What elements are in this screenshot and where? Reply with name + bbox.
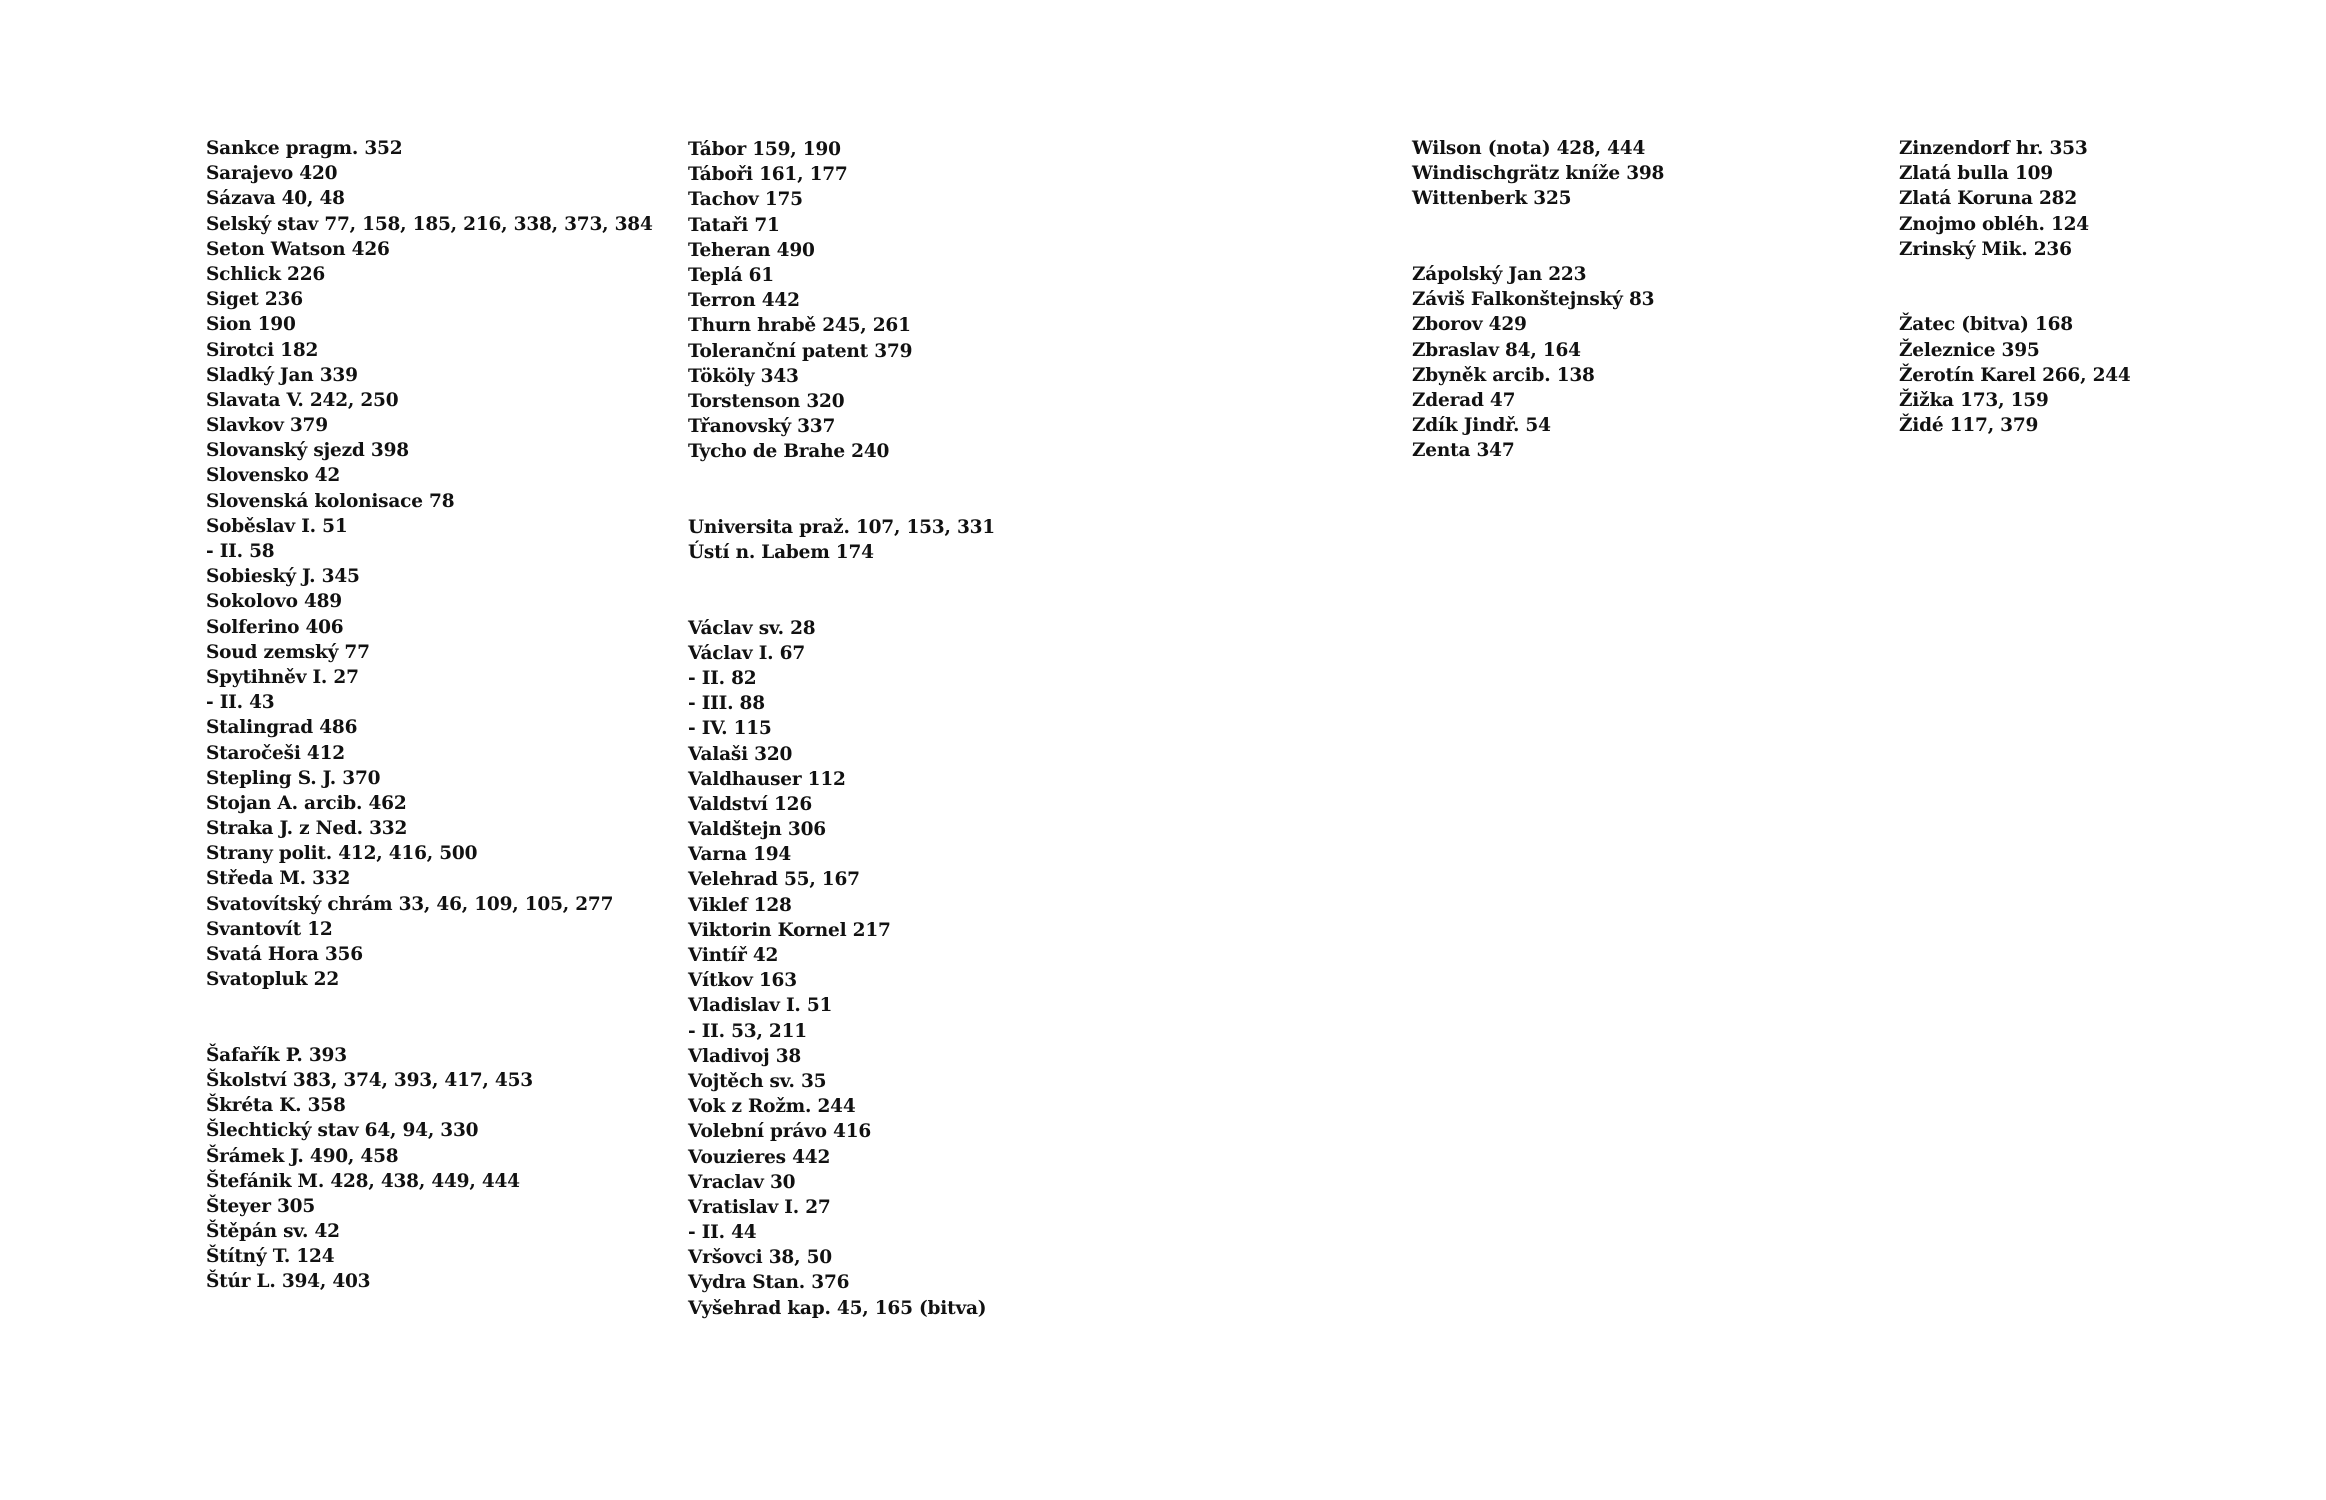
- index-entry: Znojmo obléh. 124: [1899, 213, 2089, 235]
- index-entry: Spytihněv I. 27: [206, 666, 359, 688]
- index-entry: Sokolovo 489: [206, 591, 342, 613]
- index-entry: Sion 190: [206, 314, 296, 336]
- index-entry: Seton Watson 426: [206, 238, 390, 260]
- index-entry: Universita praž. 107, 153, 331: [688, 516, 995, 538]
- index-entry: Sázava 40, 48: [206, 188, 345, 210]
- index-entry: Třanovský 337: [688, 416, 836, 438]
- index-entry: Žatec (bitva) 168: [1899, 314, 2073, 336]
- index-gap: [688, 490, 1148, 515]
- index-entry: Straka J. z Ned. 332: [206, 818, 408, 840]
- index-entry: Viklef 128: [688, 894, 792, 916]
- index-entry: Viktorin Kornel 217: [688, 919, 891, 941]
- index-entry: Stepling S. J. 370: [206, 767, 381, 789]
- index-entry: Zbyněk arcib. 138: [1412, 364, 1595, 386]
- index-entry: Soud zemský 77: [206, 641, 370, 663]
- index-gap: [1412, 237, 1872, 262]
- index-entry: Zlatá bulla 109: [1899, 163, 2053, 185]
- index-entry: Vouzieres 442: [688, 1146, 831, 1168]
- index-entry: Tábor 159, 190: [688, 139, 841, 160]
- index-entry: Wittenberk 325: [1412, 188, 1572, 210]
- index-gap: [206, 992, 666, 1017]
- index-entry: Slovanský sjezd 398: [206, 440, 409, 462]
- index-entry: Slovensko 42: [206, 465, 341, 487]
- index-entry: Teheran 490: [688, 239, 815, 261]
- index-entry: Zrinský Mik. 236: [1899, 238, 2072, 260]
- index-entry: Svatá Hora 356: [206, 944, 363, 965]
- index-entry: Valdství 126: [688, 793, 813, 815]
- index-column-1: [206, 136, 666, 1295]
- index-entry: - III. 88: [688, 693, 765, 715]
- index-entry: Vraclav 30: [688, 1171, 796, 1193]
- index-entry: Stalingrad 486: [206, 717, 358, 739]
- index-entry: Valaši 320: [688, 743, 793, 765]
- index-gap: [688, 590, 1148, 615]
- index-entry: Štítný T. 124: [206, 1246, 335, 1268]
- index-entry: Školství 383, 374, 393, 417, 453: [206, 1069, 533, 1091]
- index-entry: Vršovci 38, 50: [688, 1247, 832, 1269]
- index-entry: Vítkov 163: [688, 970, 797, 992]
- index-entry: Tachov 175: [688, 189, 803, 211]
- index-entry: Sladký Jan 339: [206, 364, 358, 386]
- index-entry: Toleranční patent 379: [688, 340, 913, 362]
- index-entry: Sobieský J. 345: [206, 566, 360, 588]
- index-entry: Šteyer 305: [206, 1195, 316, 1217]
- index-entry: Thurn hrabě 245, 261: [688, 315, 911, 337]
- index-entry: Táboři 161, 177: [688, 164, 848, 186]
- index-entry: Zenta 347: [1412, 440, 1515, 462]
- index-entry: Vyšehrad kap. 45, 165 (bitva): [688, 1297, 987, 1319]
- index-gap: [206, 1018, 666, 1043]
- index-entry: Tycho de Brahe 240: [688, 441, 890, 463]
- index-entry: Václav I. 67: [688, 642, 805, 664]
- index-entry: Windischgrätz kníže 398: [1412, 163, 1665, 185]
- index-entry: Sirotci 182: [206, 339, 319, 361]
- index-entry: Slavata V. 242, 250: [206, 389, 399, 411]
- index-entry: Svantovít 12: [206, 918, 333, 940]
- index-entry: Šlechtický stav 64, 94, 330: [206, 1120, 479, 1142]
- index-entry: Žerotín Karel 266, 244: [1899, 364, 2131, 386]
- index-entry: Štúr L. 394, 403: [206, 1271, 371, 1293]
- index-entry: Sankce pragm. 352: [206, 138, 403, 159]
- index-entry: - II. 43: [206, 692, 275, 714]
- index-entry: Slavkov 379: [206, 415, 328, 437]
- index-entry: Teplá 61: [688, 264, 774, 286]
- index-entry: Svatopluk 22: [206, 969, 339, 991]
- index-entry: Zápolský Jan 223: [1412, 263, 1587, 285]
- index-column-2: [688, 137, 1148, 1321]
- index-entry: Slovenská kolonisace 78: [206, 490, 455, 512]
- index-entry: Vok z Rožm. 244: [688, 1096, 856, 1118]
- index-entry: Záviš Falkonštejnský 83: [1412, 289, 1655, 311]
- index-entry: Zinzendorf hr. 353: [1899, 138, 2088, 159]
- index-entry: Stojan A. arcib. 462: [206, 792, 407, 814]
- index-entry: Vintíř 42: [688, 945, 779, 966]
- index-entry: Zbraslav 84, 164: [1412, 339, 1581, 361]
- index-entry: - II. 53, 211: [688, 1020, 807, 1042]
- index-entry: Schlick 226: [206, 263, 326, 285]
- index-entry: Vladislav I. 51: [688, 995, 833, 1017]
- index-entry: Štefánik M. 428, 438, 449, 444: [206, 1170, 520, 1192]
- index-entry: Zderad 47: [1412, 389, 1516, 411]
- index-entry: Varna 194: [688, 844, 792, 866]
- index-entry: - II. 58: [206, 541, 275, 562]
- index-entry: Sarajevo 420: [206, 163, 338, 185]
- index-entry: Vladivoj 38: [688, 1045, 802, 1067]
- index-entry: - IV. 115: [688, 718, 772, 740]
- index-entry: Ústí n. Labem 174: [688, 542, 874, 563]
- index-entry: Strany polit. 412, 416, 500: [206, 843, 478, 865]
- index-entry: Valdhauser 112: [688, 768, 846, 790]
- index-entry: Volební právo 416: [688, 1121, 872, 1143]
- index-entry: Vojtěch sv. 35: [688, 1070, 827, 1092]
- index-entry: Středa M. 332: [206, 868, 351, 890]
- index-entry: Šafařík P. 393: [206, 1044, 347, 1066]
- index-entry: - II. 82: [688, 667, 757, 689]
- index-entry: Žižka 173, 159: [1899, 389, 2049, 411]
- index-entry: Terron 442: [688, 290, 800, 312]
- index-entry: Škréta K. 358: [206, 1095, 346, 1117]
- index-entry: Solferino 406: [206, 616, 344, 638]
- index-entry: - II. 44: [688, 1222, 757, 1244]
- index-entry: Tataři 71: [688, 214, 780, 236]
- index-entry: Zlatá Koruna 282: [1899, 188, 2077, 210]
- index-entry: Staročeši 412: [206, 742, 345, 764]
- index-entry: Židé 117, 379: [1899, 415, 2039, 437]
- index-entry: Vydra Stan. 376: [688, 1272, 850, 1294]
- index-entry: Tököly 343: [688, 365, 799, 387]
- index-gap: [688, 565, 1148, 590]
- index-entry: Zdík Jindř. 54: [1412, 415, 1551, 437]
- index-entry: Zborov 429: [1412, 314, 1527, 336]
- index-entry: Železnice 395: [1899, 339, 2040, 361]
- index-entry: Svatovítský chrám 33, 46, 109, 105, 277: [206, 893, 614, 915]
- index-gap: [1899, 262, 2326, 287]
- index-entry: Velehrad 55, 167: [688, 869, 860, 891]
- index-entry: Václav sv. 28: [688, 617, 816, 639]
- index-column-3: [1412, 136, 1872, 463]
- index-entry: Šrámek J. 490, 458: [206, 1145, 399, 1167]
- index-entry: Valdštejn 306: [688, 819, 826, 841]
- index-entry: Soběslav I. 51: [206, 515, 348, 537]
- index-gap: [1412, 212, 1872, 237]
- index-entry: Selský stav 77, 158, 185, 216, 338, 373, 384: [206, 213, 653, 235]
- index-gap: [688, 464, 1148, 489]
- index-gap: [1899, 287, 2326, 312]
- index-entry: Vratislav I. 27: [688, 1196, 831, 1218]
- index-entry: Wilson (nota) 428, 444: [1412, 138, 1646, 159]
- index-entry: Torstenson 320: [688, 390, 845, 412]
- index-entry: Štěpán sv. 42: [206, 1221, 340, 1243]
- index-column-4: [1899, 136, 2326, 438]
- index-entry: Siget 236: [206, 289, 303, 311]
